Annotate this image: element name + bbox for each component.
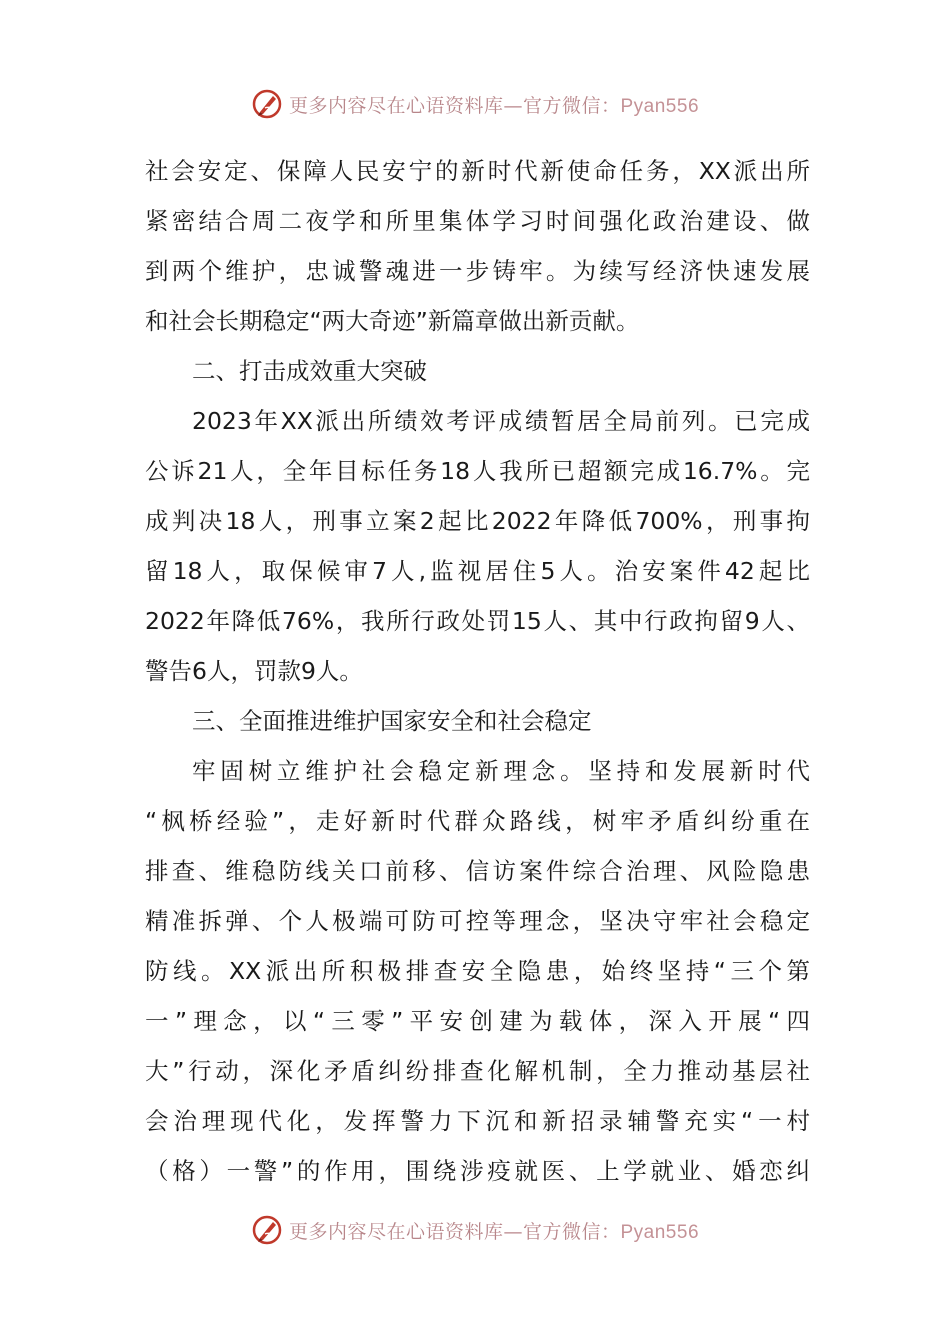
body-line: 排查、维稳防线关口前移、信访案件综合治理、风险隐患: [145, 857, 810, 885]
section-heading: 二、打击成效重大突破: [192, 357, 427, 385]
body-line: 公诉21人，全年目标任务18人我所已超额完成16.7%。完: [145, 457, 810, 485]
body-line: 和社会长期稳定“两大奇迹”新篇章做出新贡献。: [145, 307, 640, 335]
body-line: 大”行动，深化矛盾纠纷排查化解机制，全力推动基层社: [145, 1057, 810, 1085]
body-line: 会治理现代化，发挥警力下沉和新招录辅警充实“一村: [145, 1107, 810, 1135]
header-watermark-banner: [0, 84, 950, 124]
document-body: [145, 146, 810, 1196]
header-banner-wechat: Pyan556: [620, 95, 700, 117]
body-line: 精准拆弹、个人极端可防可控等理念，坚决守牢社会稳定: [145, 907, 810, 935]
body-line: 警告6人，罚款9人。: [145, 657, 363, 685]
footer-banner-label: 更多内容尽在心语资料库—官方微信：: [288, 1220, 621, 1243]
body-line: 一”理念，以“三零”平安创建为载体，深入开展“四: [145, 1007, 810, 1035]
header-banner-text: [289, 91, 699, 118]
body-line: 到两个维护，忠诚警魂进一步铸牢。为续写经济快速发展: [145, 257, 810, 285]
body-line: （格）一警”的作用，围绕涉疫就医、上学就业、婚恋纠: [145, 1157, 810, 1185]
body-line: 2022年降低76%，我所行政处罚15人、其中行政拘留9人、: [145, 607, 810, 635]
body-line: “枫桥经验”，走好新时代群众路线，树牢矛盾纠纷重在: [145, 807, 810, 835]
body-line: 2023年XX派出所绩效考评成绩暂居全局前列。已完成: [192, 407, 810, 435]
pen-logo-icon: [251, 1214, 283, 1246]
header-banner-label: 更多内容尽在心语资料库—官方微信：: [288, 94, 621, 117]
body-line: 留18人，取保候审7人,监视居住5人。治安案件42起比: [145, 557, 810, 585]
pen-logo-icon: [251, 88, 283, 120]
body-line: 防线。XX派出所积极排查安全隐患，始终坚持“三个第: [145, 957, 810, 985]
footer-banner-text: [289, 1217, 699, 1244]
body-line: 紧密结合周二夜学和所里集体学习时间强化政治建设、做: [145, 207, 810, 235]
body-line: 牢固树立维护社会稳定新理念。坚持和发展新时代: [192, 757, 810, 785]
footer-watermark-banner: [0, 1210, 950, 1250]
body-line: 成判决18人，刑事立案2起比2022年降低700%，刑事拘: [145, 507, 810, 535]
section-heading: 三、全面推进维护国家安全和社会稳定: [192, 707, 592, 735]
footer-banner-wechat: Pyan556: [620, 1221, 700, 1243]
body-line: 社会安定、保障人民安宁的新时代新使命任务，XX派出所: [145, 157, 810, 185]
